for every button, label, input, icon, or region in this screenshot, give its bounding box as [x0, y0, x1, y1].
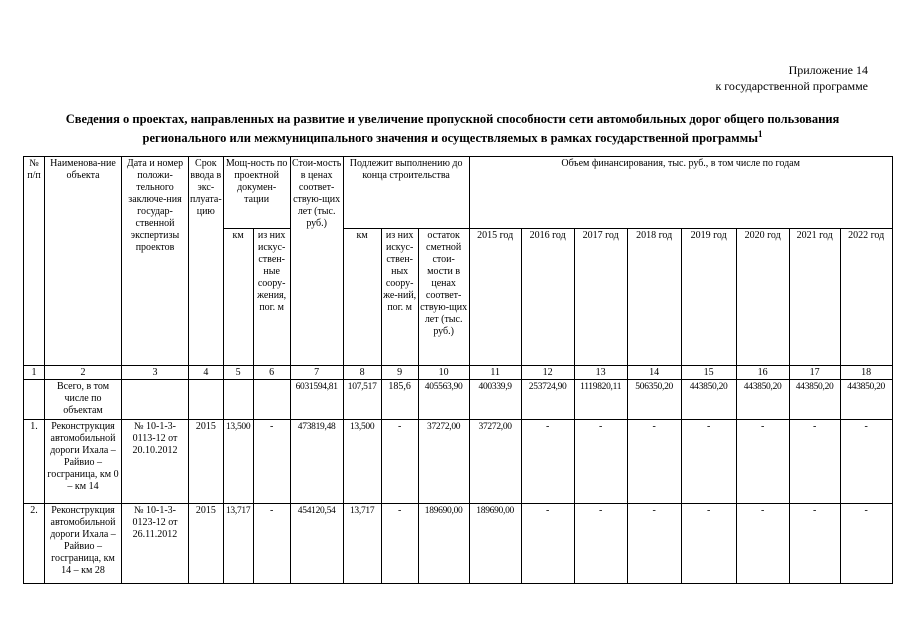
- year-value: -: [840, 420, 892, 504]
- total-year: 506350,20: [627, 380, 681, 420]
- header-capacity: Мощ-ность по проектной докумен-тации: [223, 157, 290, 229]
- year-value: -: [736, 420, 789, 504]
- total-cell: [253, 380, 290, 420]
- total-year: 443850,20: [681, 380, 736, 420]
- remaining-km: 13,500: [343, 420, 381, 504]
- year-value: -: [627, 504, 681, 584]
- total-row: [24, 380, 893, 420]
- header-year: 2015 год: [469, 229, 521, 366]
- column-number: 14: [627, 366, 681, 380]
- year-value: -: [789, 420, 840, 504]
- object-name: Реконструкция автомобильной дороги Ихала – Райвио – госграница, км 14 – км 28: [45, 504, 122, 584]
- header-capacity-art: из них искус-ствен-ные соору-жения, пог. м: [253, 229, 290, 366]
- table-row: [24, 504, 893, 584]
- column-number: 4: [189, 366, 224, 380]
- remaining-km: 13,717: [343, 504, 381, 584]
- document-title: [30, 112, 875, 146]
- year-value: 189690,00: [469, 504, 521, 584]
- year-value: -: [681, 420, 736, 504]
- total-rem-art: 185,6: [381, 380, 418, 420]
- total-cell: [122, 380, 189, 420]
- header-year: 2018 год: [627, 229, 681, 366]
- column-number: 10: [418, 366, 469, 380]
- column-number: 3: [122, 366, 189, 380]
- projects-table: [23, 156, 893, 584]
- table-row: [24, 420, 893, 504]
- remaining-cost: 189690,00: [418, 504, 469, 584]
- remaining-cost: 37272,00: [418, 420, 469, 504]
- column-number: 12: [521, 366, 574, 380]
- header-year: 2021 год: [789, 229, 840, 366]
- appendix-caption: [715, 62, 868, 94]
- header-no: № п/п: [24, 157, 45, 366]
- header-cost: Стои-мость в ценах соответ-ствую-щих лет (тыс. руб.): [290, 157, 343, 366]
- year-value: 37272,00: [469, 420, 521, 504]
- column-number: 11: [469, 366, 521, 380]
- header-year: 2022 год: [840, 229, 892, 366]
- commission-term: 2015: [189, 504, 224, 584]
- total-cost: 6031594,81: [290, 380, 343, 420]
- header-year: 2016 год: [521, 229, 574, 366]
- column-number: 17: [789, 366, 840, 380]
- appendix-line-2: к государственной программе: [715, 79, 868, 93]
- year-value: -: [681, 504, 736, 584]
- year-value: -: [736, 504, 789, 584]
- year-value: -: [627, 420, 681, 504]
- total-year: 443850,20: [840, 380, 892, 420]
- column-number-row: [24, 366, 893, 380]
- header-capacity-km: км: [223, 229, 253, 366]
- header-remaining-art: из них искус-ствен-ных соору-же-ний, пог. м: [381, 229, 418, 366]
- header-remaining-cost: остаток сметной стои-мости в ценах соответ-ствую-щих лет (тыс. руб.): [418, 229, 469, 366]
- title-footnote: 1: [757, 129, 763, 139]
- header-year: 2017 год: [574, 229, 627, 366]
- title-text: Сведения о проектах, направленных на развитие и увеличение пропускной способности сети автомобильных дорог общего пользования регионального или межмуниципального значения и осуществляемых в рамках государственной программы: [65, 112, 840, 146]
- total-cell: [24, 380, 45, 420]
- appendix-line-1: Приложение 14: [788, 63, 868, 77]
- column-number: 8: [343, 366, 381, 380]
- column-number: 1: [24, 366, 45, 380]
- capacity-km: 13,717: [223, 504, 253, 584]
- column-number: 7: [290, 366, 343, 380]
- total-rem-cost: 405563,90: [418, 380, 469, 420]
- capacity-km: 13,500: [223, 420, 253, 504]
- remaining-art: -: [381, 504, 418, 584]
- column-number: 9: [381, 366, 418, 380]
- object-name: Реконструкция автомобильной дороги Ихала – Райвио – госграница, км 0 – км 14: [45, 420, 122, 504]
- header-date: Дата и номер положи-тельного заключе-ния государ-ственной экспертизы проектов: [122, 157, 189, 366]
- column-number: 2: [45, 366, 122, 380]
- capacity-art: -: [253, 420, 290, 504]
- expertise-date: № 10-1-3-0123-12 от 26.11.2012: [122, 504, 189, 584]
- header-name: Наименова-ние объекта: [45, 157, 122, 366]
- column-number: 5: [223, 366, 253, 380]
- header-remaining-km: км: [343, 229, 381, 366]
- column-number: 16: [736, 366, 789, 380]
- column-number: 15: [681, 366, 736, 380]
- total-cell: [189, 380, 224, 420]
- total-label: Всего, в том числе по объектам: [45, 380, 122, 420]
- year-value: -: [521, 504, 574, 584]
- year-value: -: [521, 420, 574, 504]
- year-value: -: [574, 504, 627, 584]
- row-number: 2.: [24, 504, 45, 584]
- header-year: 2019 год: [681, 229, 736, 366]
- header-remaining: Подлежит выполнению до конца строительства: [343, 157, 469, 229]
- year-value: -: [840, 504, 892, 584]
- header-year: 2020 год: [736, 229, 789, 366]
- commission-term: 2015: [189, 420, 224, 504]
- total-year: 400339,9: [469, 380, 521, 420]
- column-number: 6: [253, 366, 290, 380]
- year-value: -: [789, 504, 840, 584]
- capacity-art: -: [253, 504, 290, 584]
- cost-value: 454120,54: [290, 504, 343, 584]
- column-number: 13: [574, 366, 627, 380]
- total-year: 443850,20: [789, 380, 840, 420]
- column-number: 18: [840, 366, 892, 380]
- year-value: -: [574, 420, 627, 504]
- header-term: Срок ввода в экс-плуата-цию: [189, 157, 224, 366]
- header-financing: Объем финансирования, тыс. руб., в том числе по годам: [469, 157, 892, 229]
- remaining-art: -: [381, 420, 418, 504]
- cost-value: 473819,48: [290, 420, 343, 504]
- total-year: 443850,20: [736, 380, 789, 420]
- total-cell: [223, 380, 253, 420]
- row-number: 1.: [24, 420, 45, 504]
- total-year: 253724,90: [521, 380, 574, 420]
- expertise-date: № 10-1-3-0113-12 от 20.10.2012: [122, 420, 189, 504]
- total-rem-km: 107,517: [343, 380, 381, 420]
- total-year: 1119820,11: [574, 380, 627, 420]
